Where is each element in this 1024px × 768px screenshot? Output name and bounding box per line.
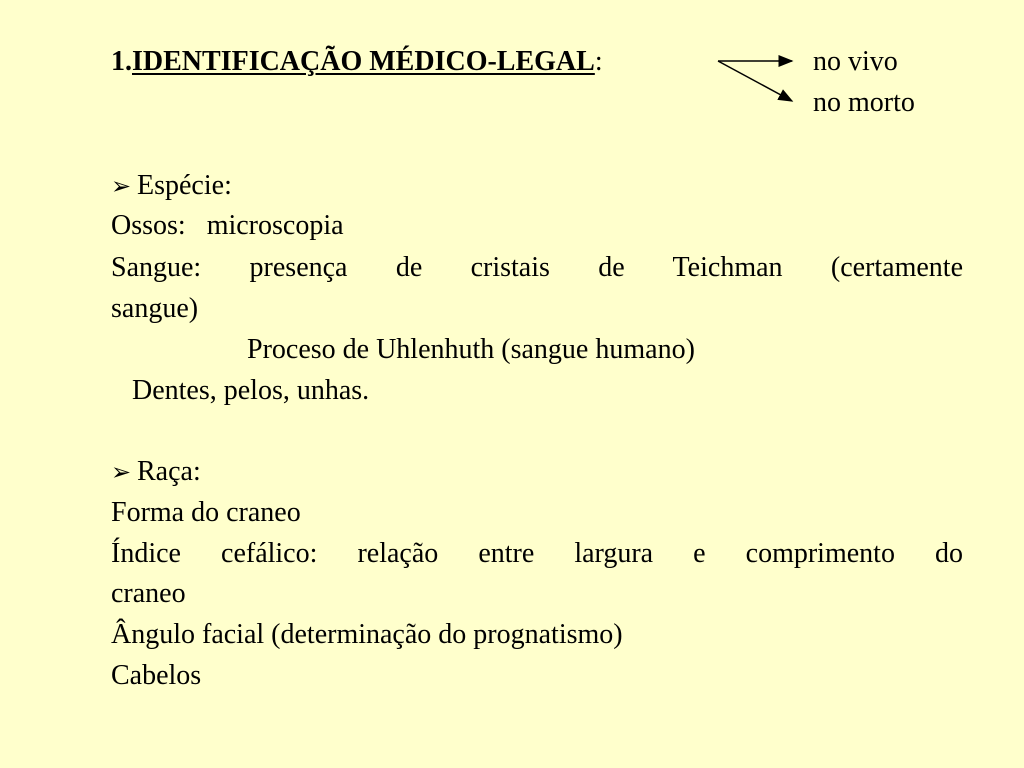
cabelos-line: Cabelos <box>111 660 202 691</box>
sangue-line-1: Sangue: presença de cristais de Teichman (certamente <box>111 252 963 283</box>
ossos-line: Ossos: microscopia <box>111 210 344 241</box>
raca-heading <box>111 452 201 493</box>
dentes-line: Dentes, pelos, unhas. <box>132 375 370 406</box>
especie-heading <box>111 166 232 207</box>
sangue-line-2: sangue) <box>111 293 199 324</box>
raca-heading-text: Raça: <box>137 456 201 487</box>
indice-line-1: Índice cefálico: relação entre largura e comprimento do <box>111 538 963 569</box>
title-colon: : <box>594 46 603 77</box>
proceso-line: Proceso de Uhlenhuth (sangue humano) <box>247 334 695 365</box>
branch-no-morto: no morto <box>813 87 915 118</box>
arrowhead-bullet-icon: ➢ <box>111 174 132 200</box>
angulo-line: Ângulo facial (determinação do prognatismo) <box>111 619 623 650</box>
indice-line-2: craneo <box>111 578 186 609</box>
branch-no-vivo: no vivo <box>813 46 898 77</box>
title-number: 1. <box>111 46 132 77</box>
forma-line: Forma do craneo <box>111 497 301 528</box>
arrowhead-bullet-icon: ➢ <box>111 460 132 486</box>
title-text: IDENTIFICAÇÃO MÉDICO-LEGAL <box>132 46 595 77</box>
especie-heading-text: Espécie: <box>137 170 232 201</box>
arrow-to-morto-icon <box>718 61 792 101</box>
